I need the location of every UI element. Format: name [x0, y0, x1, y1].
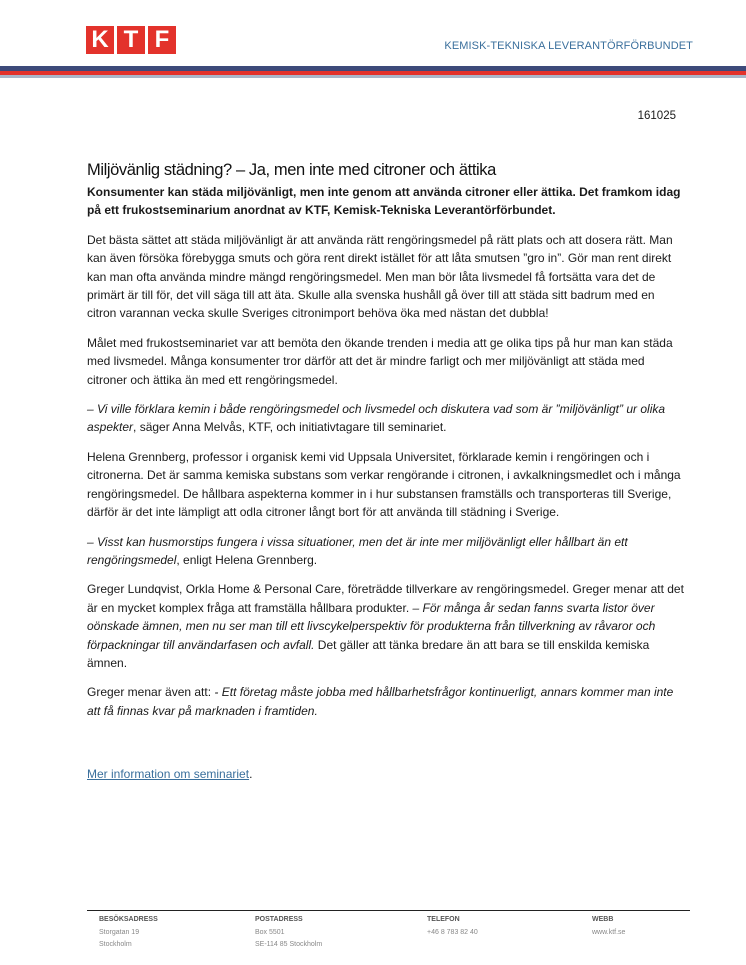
press-release-date: 161025 [637, 110, 676, 122]
quote-greger-lundqvist: – För många år sedan fanns svarta listor över oönskade ämnen, men nu ser man till ett livscykelperspektiv för produkterna från tillverkning av råvaror och förpackningar till användarfasen och avfall. [87, 600, 656, 652]
article-lead: Konsumenter kan städa miljövänligt, men inte genom att använda citroner eller ättika. Det framkom idag på ett frukostseminarium anordnat av KTF, Kemisk-Tekniska Leverantörförbundet. [87, 185, 681, 218]
paragraph-4: Helena Grennberg, professor i organisk kemi vid Uppsala Universitet, förklarade kemin i rengöringen och i citronerna. Det är samma kemiska substans som verkar rengörande i citronen, i avkalkningsmedlet och i många rengöringsmedel. De hållbara aspekterna kommer in i hur substansen framställs och transporteras till Sverige, därför är det inte lämpligt att odla citroner långt bort för att använda till städning i Sverige. [87, 449, 681, 520]
paragraph-text: Det gäller att tänka bredare än att bara se till enskilda kemiska ämnen. [87, 637, 650, 670]
header-stripe-grey [0, 75, 746, 78]
ktf-logo[interactable] [86, 26, 176, 54]
paragraph-3 [87, 400, 687, 437]
paragraph-5 [87, 533, 687, 570]
paragraph-7 [87, 683, 687, 720]
footer-line: Box 5501 [255, 928, 285, 936]
footer-heading: POSTADRESS [255, 916, 303, 923]
footer-heading: BESÖKSADRESS [99, 916, 158, 923]
footer-heading: TELEFON [427, 916, 460, 923]
article-body [87, 161, 687, 795]
quote-anna-melvas: – Vi ville förklara kemin i både rengöringsmedel och livsmedel och diskutera vad som är ”miljövänligt” ur olika aspekter [87, 402, 666, 435]
quote-attribution: , säger Anna Melvås, KTF, och initiativtagare till seminariet. [133, 420, 447, 435]
more-info-paragraph [87, 765, 687, 783]
footer-postal-address [255, 914, 322, 952]
article-title: Miljövänlig städning? – Ja, men inte med citroner och ättika [87, 161, 496, 179]
logo-letter-t: T [117, 26, 145, 54]
quote-attribution: , enligt Helena Grennberg. [176, 552, 318, 567]
more-info-link[interactable]: Mer information om seminariet [87, 767, 250, 782]
footer-line: +46 8 783 82 40 [427, 928, 478, 936]
quote-helena-grennberg: – Visst kan husmorstips fungera i vissa situationer, men det är inte mer miljövänligt eller hållbart än ett rengöringsmedel [87, 534, 628, 567]
footer-visit-address [99, 914, 158, 952]
footer-phone [427, 914, 478, 939]
footer-heading: WEBB [592, 916, 614, 923]
footer-web-link[interactable]: www.ktf.se [592, 928, 626, 936]
logo-letter-k: K [86, 26, 114, 54]
paragraph-text: Greger Lundqvist, Orkla Home & Personal Care, företrädde tillverkare av rengöringsmedel. Greger menar att det är en mycket komplex fråga att framställa hållbara produkter. [87, 582, 684, 615]
page-header [0, 0, 746, 80]
paragraph-text: Greger menar även att: [87, 685, 215, 700]
logo-letter-f: F [148, 26, 176, 54]
footer-web [592, 914, 625, 939]
quote-greger-lundqvist-2: - Ett företag måste jobba med hållbarhetsfrågor kontinuerligt, annars kommer man inte att få finnas kvar på marknaden i framtiden. [87, 685, 674, 718]
paragraph-6 [87, 580, 687, 672]
footer-line: Stockholm [99, 941, 132, 948]
footer-line: SE-114 85 Stockholm [255, 941, 323, 948]
paragraph-1: Det bästa sättet att städa miljövänligt är att använda rätt rengöringsmedel på rätt plats och att dosera rätt. Man kan även försöka förebygga smuts och göra rent direkt istället för att låta smutsen ”gro in”. Gör man rent direkt kan man ofta använda mindre mängd rengöringsmedel. Men man bör låta livsmedel få fortsätta vara det de primärt är till för, det vill säga till att äta. Skulle alla svenska hushåll gå över till att städa sitt badrum med en citron varannan vecka skulle Sveriges citronimport behöva öka med nästan det dubbla! [87, 232, 673, 321]
footer-line: Storgatan 19 [99, 928, 140, 936]
spacer [87, 731, 687, 765]
page-footer [87, 910, 690, 948]
organization-name: KEMISK-TEKNISKA LEVERANTÖRFÖRBUNDET [444, 40, 693, 52]
paragraph-2: Målet med frukostseminariet var att bemöta den ökande trenden i media att ge olika tips på hur man kan städa med livsmedel. Många konsumenter tror därför att det är mindre farligt och mer miljövänligt att städa med citroner och ättika än med ett rengöringsmedel. [87, 335, 673, 387]
link-suffix: . [249, 767, 253, 782]
